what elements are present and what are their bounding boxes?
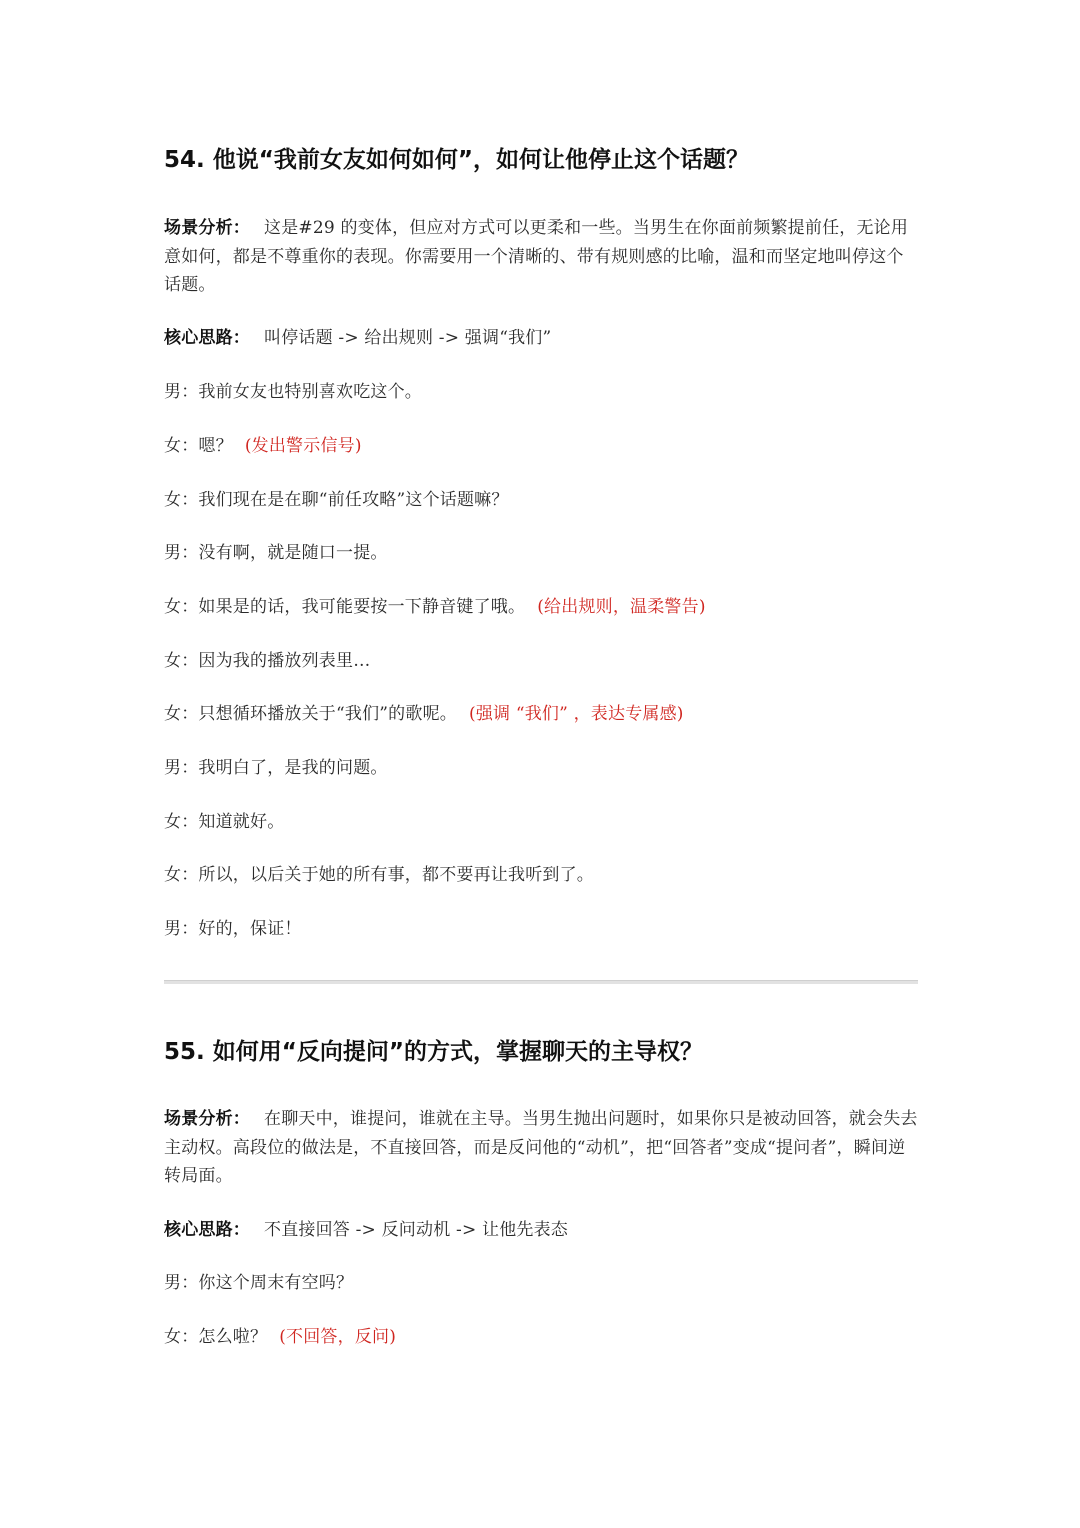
dialogue-text: 女：嗯？ (164, 436, 233, 456)
dialogue-text: 女：怎么啦？ (164, 1327, 268, 1347)
dialogue-text: 女：所以，以后关于她的所有事，都不要再让我听到了。 (164, 865, 594, 885)
core-idea (164, 1217, 568, 1243)
dialogue-annotation: (强调 “我们” ，表达专属感) (468, 704, 684, 724)
section-title: 55. 如何用“反向提问”的方式，掌握聊天的主导权？ (164, 1039, 703, 1065)
dialogue-text: 女：知道就好。 (164, 812, 285, 832)
dialogue-line (164, 862, 594, 888)
scene-text: 在聊天中，谁提问，谁就在主导。当男生抛出问题时，如果你只是被动回答，就会失去主动权。高段位的做法是，不直接回答，而是反问他的“动机”，把“回答者”变成“提问者”，瞬间逆转局面。 (164, 1109, 918, 1186)
scene-label: 场景分析： (164, 1109, 250, 1129)
dialogue-line (164, 701, 684, 727)
dialogue-text: 男：你这个周末有空吗？ (164, 1273, 354, 1293)
core-text: 不直接回答 -> 反问动机 -> 让他先表态 (264, 1220, 568, 1240)
dialogue-text: 女：因为我的播放列表里… (164, 651, 371, 671)
scene-analysis (164, 1105, 918, 1191)
dialogue-text: 男：我明白了，是我的问题。 (164, 758, 388, 778)
dialogue-line (164, 540, 388, 566)
dialogue-annotation: (不回答，反问) (279, 1327, 397, 1347)
section-title: 54. 他说“我前女友如何如何”，如何让他停止这个话题？ (164, 147, 749, 173)
dialogue-text: 男：好的，保证！ (164, 919, 302, 939)
dialogue-annotation: (给出规则，温柔警告) (537, 597, 706, 617)
dialogue-text: 女：只想循环播放关于“我们”的歌呢。 (164, 704, 457, 724)
dialogue-text: 男：没有啊，就是随口一提。 (164, 543, 388, 563)
core-label: 核心思路： (164, 328, 250, 348)
dialogue-line (164, 487, 509, 513)
dialogue-line (164, 755, 388, 781)
dialogue-line (164, 809, 284, 835)
dialogue-line (164, 1324, 396, 1350)
dialogue-annotation: (发出警示信号) (244, 436, 362, 456)
dialogue-line (164, 1270, 353, 1296)
scene-text: 这是#29 的变体，但应对方式可以更柔和一些。当男生在你面前频繁提前任，无论用意如何，都是不尊重你的表现。你需要用一个清晰的、带有规则感的比喻，温和而坚定地叫停这个话题。 (164, 218, 909, 295)
dialogue-text: 男：我前女友也特别喜欢吃这个。 (164, 382, 422, 402)
core-label: 核心思路： (164, 1220, 250, 1240)
dialogue-line (164, 648, 370, 674)
dialogue-line (164, 916, 302, 942)
dialogue-line (164, 433, 362, 459)
core-idea (164, 325, 551, 351)
dialogue-text: 女：如果是的话，我可能要按一下静音键了哦。 (164, 597, 526, 617)
scene-analysis (164, 214, 918, 300)
core-text: 叫停话题 -> 给出规则 -> 强调“我们” (264, 328, 552, 348)
scene-label: 场景分析： (164, 218, 250, 238)
dialogue-line (164, 594, 706, 620)
section-divider (164, 980, 918, 984)
dialogue-line (164, 379, 422, 405)
dialogue-text: 女：我们现在是在聊“前任攻略”这个话题嘛？ (164, 490, 509, 510)
